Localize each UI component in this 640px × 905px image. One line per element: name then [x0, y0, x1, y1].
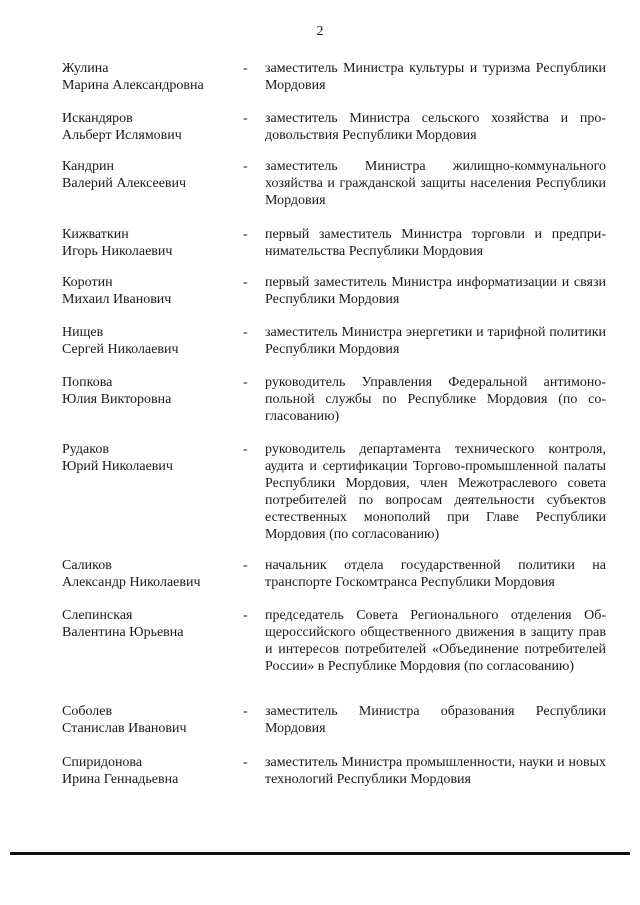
person-name [62, 557, 242, 591]
person-name [62, 607, 242, 641]
person-name [62, 110, 242, 144]
position-description: руководитель Управления Федеральной антимонопольной службы по Республике Мордовия (по согласованию) [265, 375, 606, 424]
position-description: заместитель Министра энергетики и тарифной политики Республики Мордовия [265, 325, 606, 357]
surname: Кандрин [62, 159, 114, 174]
given-names: Юрий Николаевич [62, 459, 173, 474]
separator-dash: - [243, 442, 248, 457]
page-number: 2 [316, 24, 324, 39]
separator-dash: - [243, 704, 248, 719]
surname: Коротин [62, 275, 113, 290]
surname: Искандяров [62, 111, 133, 126]
given-names: Станислав Иванович [62, 721, 187, 736]
separator-dash: - [243, 275, 248, 290]
surname: Рудаков [62, 442, 109, 457]
position-description: заместитель Министра промышленности, науки и новых технологий Республики Мордовия [265, 755, 606, 787]
surname: Спиридонова [62, 755, 143, 770]
separator-dash: - [243, 608, 248, 623]
position-description: заместитель Министра сельского хозяйства и продовольствия Республики Мордовия [265, 111, 606, 143]
surname: Кижваткин [62, 227, 129, 242]
surname: Попкова [62, 375, 113, 390]
surname: Саликов [62, 558, 112, 573]
separator-dash: - [243, 558, 248, 573]
separator-dash: - [243, 755, 248, 770]
person-name [62, 274, 242, 308]
given-names: Ирина Геннадьевна [62, 772, 179, 787]
person-name [62, 754, 242, 788]
surname: Жулина [62, 61, 109, 76]
given-names: Марина Александровна [62, 78, 204, 93]
separator-dash: - [243, 227, 248, 242]
position-description: заместитель Министра культуры и туризма Республики Мордовия [265, 61, 606, 93]
separator-dash: - [243, 159, 248, 174]
separator-dash: - [243, 325, 248, 340]
position-description: руководитель департамента технического контроля, аудита и сертификации Торгово-промышленной палаты Республики Мордовия, член Межотраслевого совета потребителей по вопросам деятельности субъектов естественных монополий при Главе Республики Мордовия (по согласованию) [265, 442, 606, 542]
footer-rule [10, 852, 630, 855]
given-names: Михаил Иванович [62, 292, 172, 307]
person-name [62, 441, 242, 475]
position-description: первый заместитель Министра торговли и предпринимательства Республики Мордовия [265, 227, 606, 259]
given-names: Альберт Ислямович [62, 128, 182, 143]
position-description: заместитель Министра образования Республики Мордовия [265, 704, 606, 736]
person-name [62, 324, 242, 358]
position-description: начальник отдела государственной политики на транспорте Госкомтранса Республики Мордовия [265, 558, 606, 590]
position-description: заместитель Министра жилищно-коммунального хозяйства и гражданской защиты населения Республики Мордовия [265, 159, 606, 208]
given-names: Сергей Николаевич [62, 342, 179, 357]
given-names: Игорь Николаевич [62, 244, 173, 259]
given-names: Юлия Викторовна [62, 392, 172, 407]
position-description: председатель Совета Регионального отделения Общероссийского общественного движения в защиту прав и интересов потребителей «Объединение потребителей России» в Республике Мордовия (по согласованию) [265, 608, 606, 674]
person-name [62, 703, 242, 737]
person-name [62, 158, 242, 192]
person-name [62, 374, 242, 408]
separator-dash: - [243, 111, 248, 126]
position-description: первый заместитель Министра информатизации и связи Республики Мордовия [265, 275, 606, 307]
separator-dash: - [243, 61, 248, 76]
given-names: Александр Николаевич [62, 575, 201, 590]
surname: Слепинская [62, 608, 133, 623]
separator-dash: - [243, 375, 248, 390]
given-names: Валерий Алексеевич [62, 176, 187, 191]
person-name [62, 226, 242, 260]
surname: Нищев [62, 325, 104, 340]
surname: Соболев [62, 704, 113, 719]
given-names: Валентина Юрьевна [62, 625, 184, 640]
person-name [62, 60, 242, 94]
